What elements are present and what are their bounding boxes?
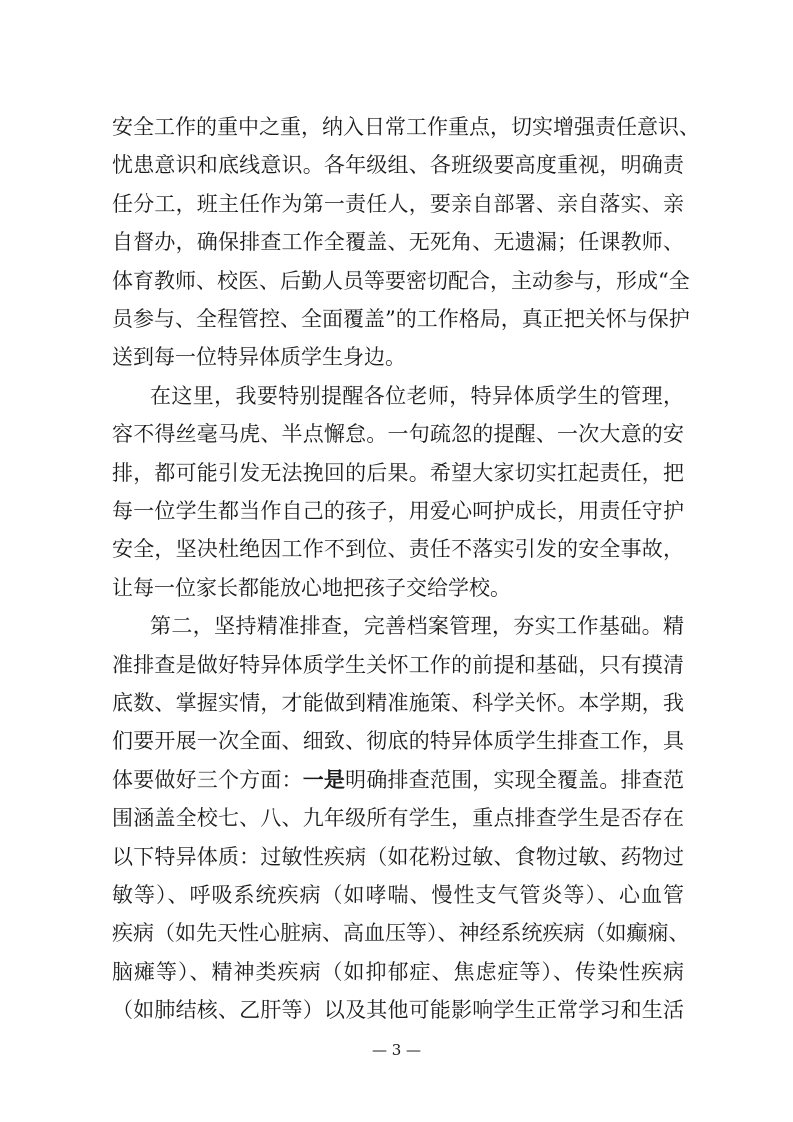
- body-text-line: 容不得丝毫马虎、半点懈怠。一句疏忽的提醒、一次大意的安: [112, 422, 684, 447]
- body-text-line: 自督办，确保排查工作全覆盖、无死角、无遗漏；任课教师、: [112, 230, 684, 255]
- body-text-line: 送到每一位特异体质学生身边。: [112, 345, 406, 370]
- body-text-line: 每一位学生都当作自己的孩子，用爱心呵护成长，用责任守护: [112, 499, 684, 523]
- bold-emphasis-text: 一是: [302, 766, 346, 792]
- body-text-line: 敏等）、呼吸系统疾病（如哮喘、慢性支气管炎等）、心血管: [112, 883, 684, 907]
- body-text-segment: 体要做好三个方面：: [112, 767, 303, 792]
- body-text-line: 底数、掌握实情，才能做到精准施策、科学关怀。本学期，我: [112, 691, 684, 715]
- body-text-line: 围涵盖全校七、八、九年级所有学生，重点排查学生是否存在: [112, 806, 684, 831]
- body-text-segment: 明确排查范围，实现全覆盖。排查范: [345, 767, 685, 792]
- body-text-line: 们要开展一次全面、细致、彻底的特异体质学生排查工作，具: [112, 729, 684, 754]
- body-text-line: 脑瘫等）、精神类疾病（如抑郁症、焦虑症等）、传染性疾病: [112, 959, 684, 984]
- body-text-line: 在这里，我要特别提醒各位老师，特异体质学生的管理，: [150, 383, 684, 408]
- body-text-line: 任分工，班主任作为第一责任人，要亲自部署、亲自落实、亲: [112, 191, 684, 216]
- body-text-line: 忧患意识和底线意识。各年级组、各班级要高度重视，明确责: [112, 153, 684, 178]
- page-number: — 3 —: [371, 1041, 422, 1059]
- body-text-line: 排，都可能引发无法挽回的后果。希望大家切实扛起责任，把: [112, 460, 684, 485]
- body-text-line: 疾病（如先天性心脏病、高血压等）、神经系统疾病（如癫痫、: [112, 921, 690, 946]
- body-text-line: 安全工作的重中之重，纳入日常工作重点，切实增强责任意识、: [112, 115, 700, 139]
- body-text-line: 体育教师、校医、后勤人员等要密切配合，主动参与，形成“全: [112, 268, 690, 293]
- body-text-line: 让每一位家长都能放心地把孩子交给学校。: [112, 575, 511, 600]
- body-text-line: 员参与、全程管控、全面覆盖”的工作格局，真正把关怀与保护: [112, 307, 690, 331]
- body-text-line: 以下特异体质：过敏性疾病（如花粉过敏、食物过敏、药物过: [112, 844, 684, 869]
- body-text-line: 安全，坚决杜绝因工作不到位、责任不落实引发的安全事故，: [112, 537, 684, 562]
- body-text-line: [112, 761, 684, 799]
- body-text-line: （如肺结核、乙肝等）以及其他可能影响学生正常学习和生活: [112, 998, 684, 1023]
- body-text-line: 准排查是做好特异体质学生关怀工作的前提和基础，只有摸清: [112, 652, 684, 677]
- body-text-line: 第二，坚持精准排查，完善档案管理，夯实工作基础。精: [150, 614, 684, 639]
